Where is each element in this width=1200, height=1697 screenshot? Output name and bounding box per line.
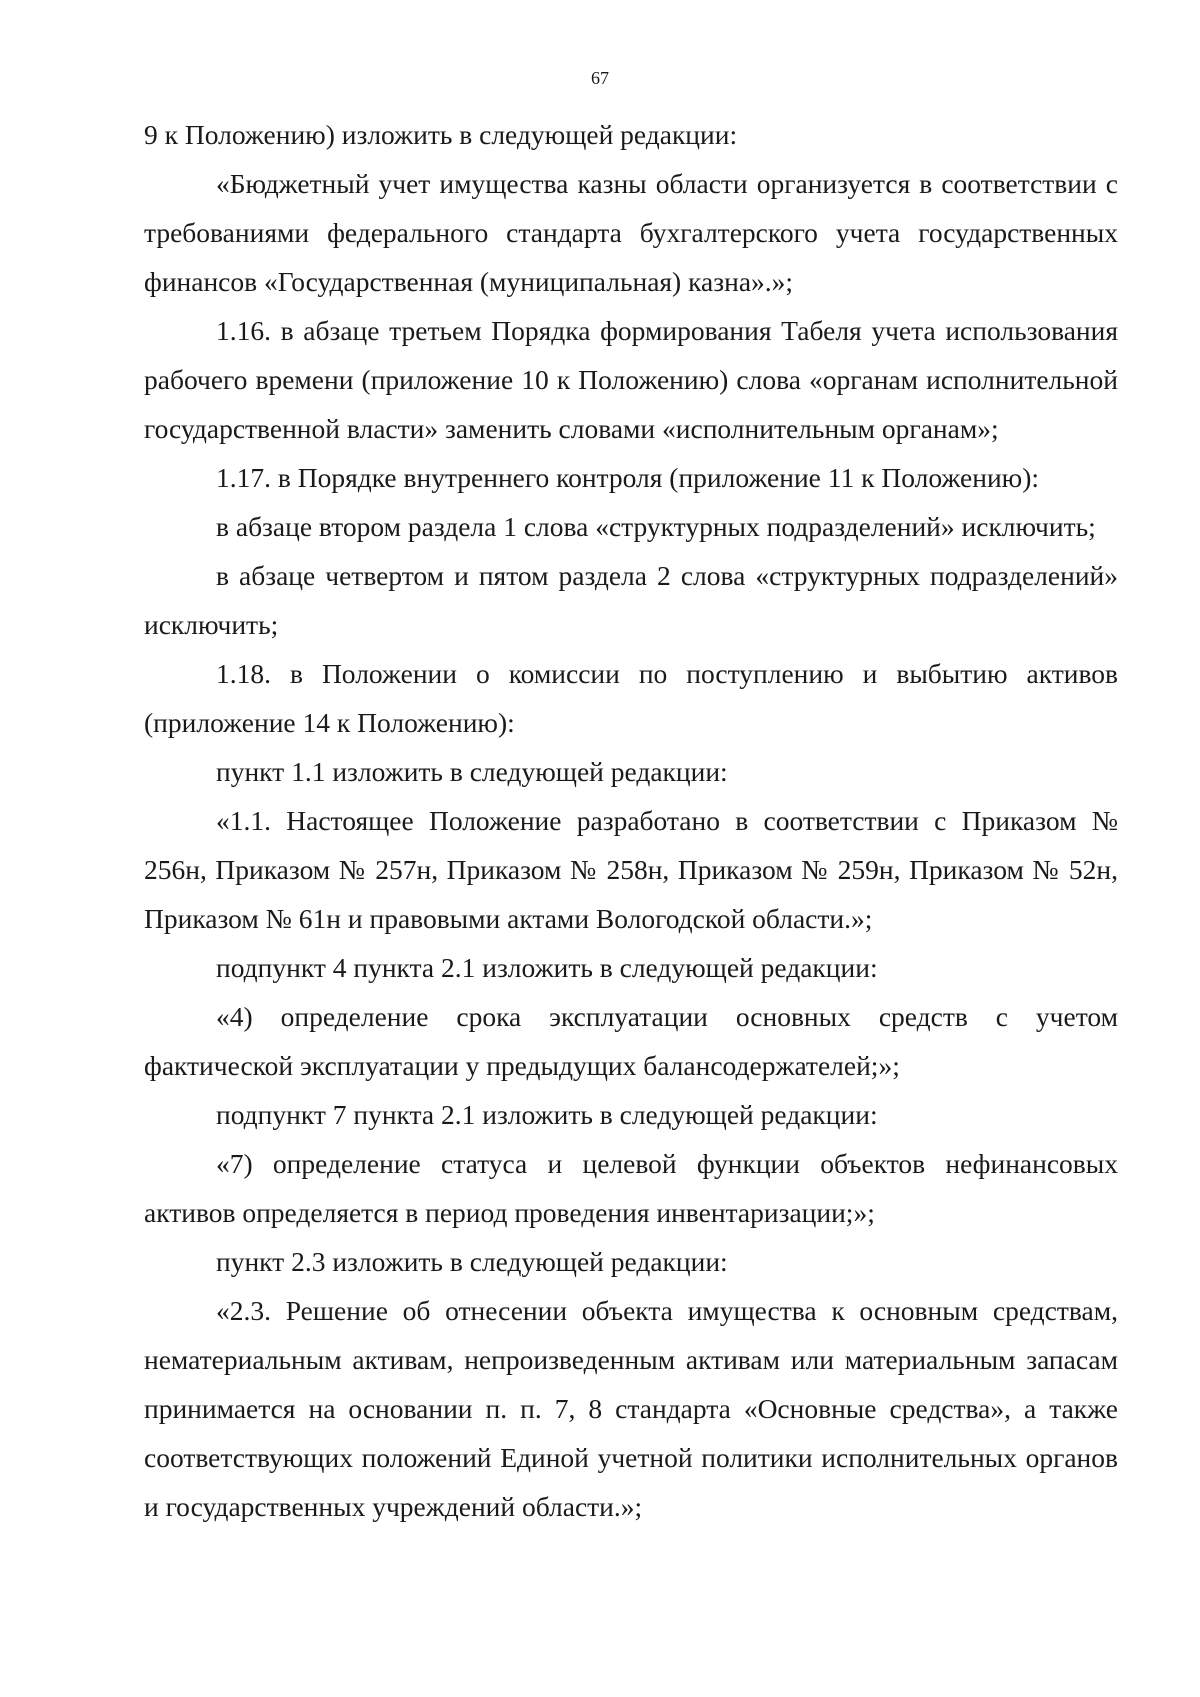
paragraph: «Бюджетный учет имущества казны области организуется в соответствии с требованиями федерального стандарта бухгалтерского учета государственных финансов «Государственная (муниципальная) казна».»; [144,168,1118,297]
paragraph-continuation: 9 к Положению) изложить в следующей редакции: [144,119,738,150]
paragraph: «1.1. Настоящее Положение разработано в соответствии с Приказом № 256н, Приказом № 257н, Приказом № 258н, Приказом № 259н, Приказом № 52н, Приказом № 61н и правовыми актами Вологодской области.»; [144,805,1118,934]
paragraph: 1.18. в Положении о комиссии по поступлению и выбытию активов (приложение 14 к Положению): [144,658,1118,738]
paragraph: пункт 1.1 изложить в следующей редакции: [216,756,728,787]
paragraph: подпункт 4 пункта 2.1 изложить в следующей редакции: [216,952,878,983]
paragraph: «7) определение статуса и целевой функции объектов нефинансовых активов определяется в период проведения инвентаризации;»; [144,1148,1118,1228]
paragraph: в абзаце втором раздела 1 слова «структурных подразделений» исключить; [216,511,1096,542]
paragraph: «4) определение срока эксплуатации основных средств с учетом фактической эксплуатации у предыдущих балансодержателей;»; [144,1001,1118,1081]
paragraph: «2.3. Решение об отнесении объекта имущества к основным средствам, нематериальным активам, непроизведенным активам или материальным запасам принимается на основании п. п. 7, 8 стандарта «Основные средства», а также соответствующих положений Единой учетной политики исполнительных органов и государственных учреждений области.»; [144,1295,1118,1522]
paragraph: 1.17. в Порядке внутреннего контроля (приложение 11 к Положению): [216,462,1040,493]
paragraph: в абзаце четвертом и пятом раздела 2 слова «структурных подразделений» исключить; [144,560,1118,640]
page-number: 67 [591,68,609,88]
paragraph: подпункт 7 пункта 2.1 изложить в следующей редакции: [216,1099,878,1130]
paragraph: пункт 2.3 изложить в следующей редакции: [216,1246,728,1277]
paragraph: 1.16. в абзаце третьем Порядка формирования Табеля учета использования рабочего времени (приложение 10 к Положению) слова «органам исполнительной государственной власти» заменить словами «исполнительным органам»; [144,315,1118,444]
document-body [144,110,1118,1531]
